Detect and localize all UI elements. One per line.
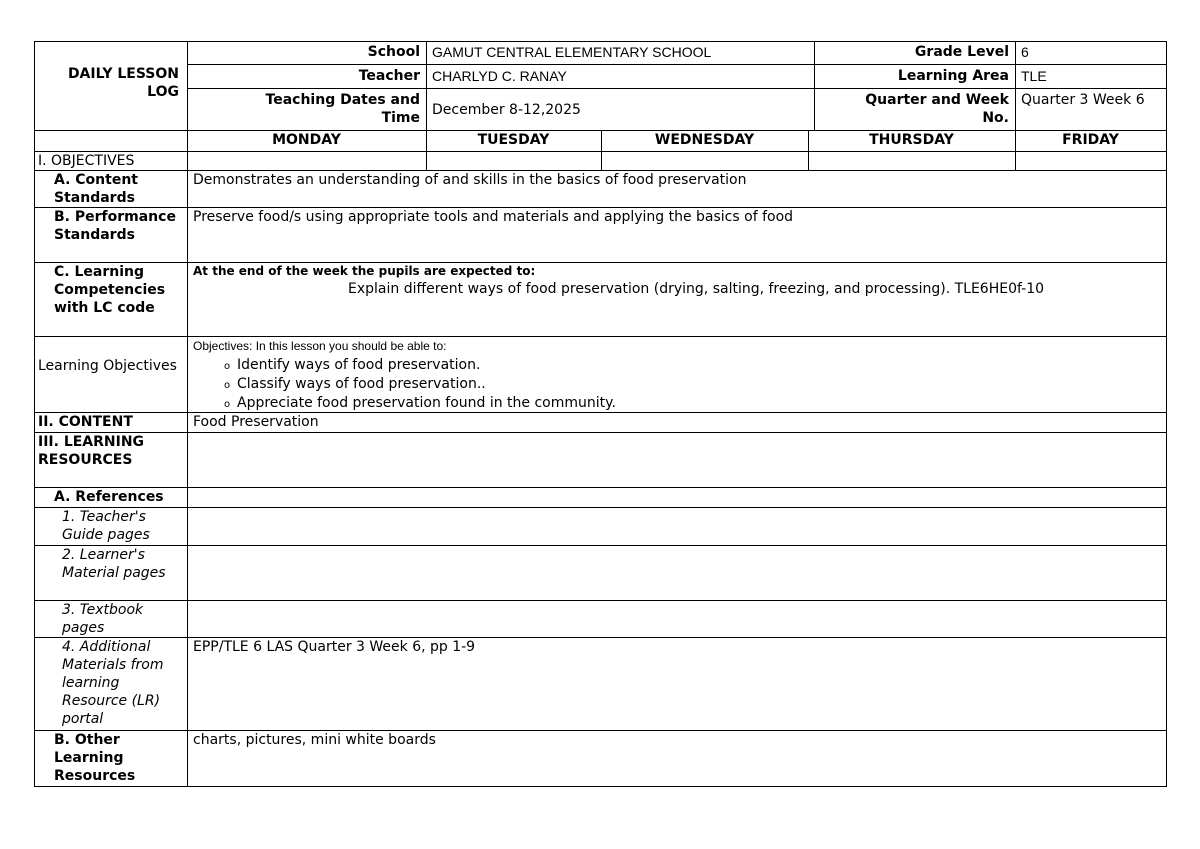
dates-value: December 8-12,2025: [432, 102, 581, 118]
teacher-value: CHARLYD C. RANAY: [432, 68, 567, 84]
objectives-heading: I. OBJECTIVES: [38, 153, 135, 169]
objective-text: Classify ways of food preservation..: [237, 376, 486, 392]
lm-label: 2. Learner's Material pages: [62, 547, 166, 581]
objective-item: [187, 374, 1166, 393]
references-label: A. References: [54, 489, 164, 505]
bullet-icon: o: [223, 361, 231, 372]
other-resources-label: B. Other Learning Resources: [54, 732, 136, 784]
performance-standards-value: Preserve food/s using appropriate tools and materials and applying the basics of food: [193, 209, 794, 225]
day-friday: FRIDAY: [1062, 132, 1119, 148]
school-label: School: [367, 44, 420, 60]
area-value: TLE: [1021, 68, 1047, 84]
area-label: Learning Area: [897, 68, 1009, 84]
objective-item: [187, 393, 1166, 412]
objective-item: [187, 355, 1166, 374]
tb-label: 3. Textbook pages: [62, 602, 144, 636]
day-tuesday: TUESDAY: [477, 132, 550, 148]
content-value: Food Preservation: [193, 414, 319, 430]
quarter-value: Quarter 3 Week 6: [1021, 92, 1145, 108]
competencies-value: Explain different ways of food preservation (drying, salting, freezing, and processing). TLE6HE0f-10: [348, 281, 1045, 297]
learning-objectives-label: Learning Objectives: [38, 358, 177, 374]
quarter-label: Quarter and Week No.: [865, 92, 1009, 126]
dates-label: Teaching Dates and Time: [265, 92, 420, 126]
competencies-intro: At the end of the week the pupils are expected to:: [193, 264, 536, 278]
resources-heading: III. LEARNING RESOURCES: [38, 434, 145, 468]
am-label: 4. Additional Materials from learning Resource (LR) portal: [62, 639, 164, 727]
content-heading: II. CONTENT: [38, 414, 133, 430]
teacher-label: Teacher: [358, 68, 420, 84]
bullet-icon: o: [223, 399, 231, 410]
day-thursday: THURSDAY: [869, 132, 954, 148]
day-monday: MONDAY: [272, 132, 341, 148]
learning-objectives-intro: Objectives: In this lesson you should be able to:: [193, 339, 447, 353]
log-title: DAILY LESSON LOG: [67, 66, 179, 100]
competencies-label: C. Learning Competencies with LC code: [54, 264, 166, 316]
objective-text: Identify ways of food preservation.: [237, 357, 481, 373]
performance-standards-label: B. Performance Standards: [54, 209, 176, 243]
school-value: GAMUT CENTRAL ELEMENTARY SCHOOL: [432, 44, 712, 60]
content-standards-label: A. Content Standards: [54, 172, 138, 206]
other-resources-value: charts, pictures, mini white boards: [193, 732, 436, 748]
am-value: EPP/TLE 6 LAS Quarter 3 Week 6, pp 1-9: [193, 639, 476, 655]
objective-text: Appreciate food preservation found in the community.: [237, 395, 616, 411]
tg-label: 1. Teacher's Guide pages: [62, 509, 150, 543]
day-wednesday: WEDNESDAY: [654, 132, 755, 148]
bullet-icon: o: [223, 380, 231, 391]
content-standards-value: Demonstrates an understanding of and skills in the basics of food preservation: [193, 172, 747, 188]
grade-value: 6: [1021, 44, 1029, 60]
grade-label: Grade Level: [914, 44, 1009, 60]
